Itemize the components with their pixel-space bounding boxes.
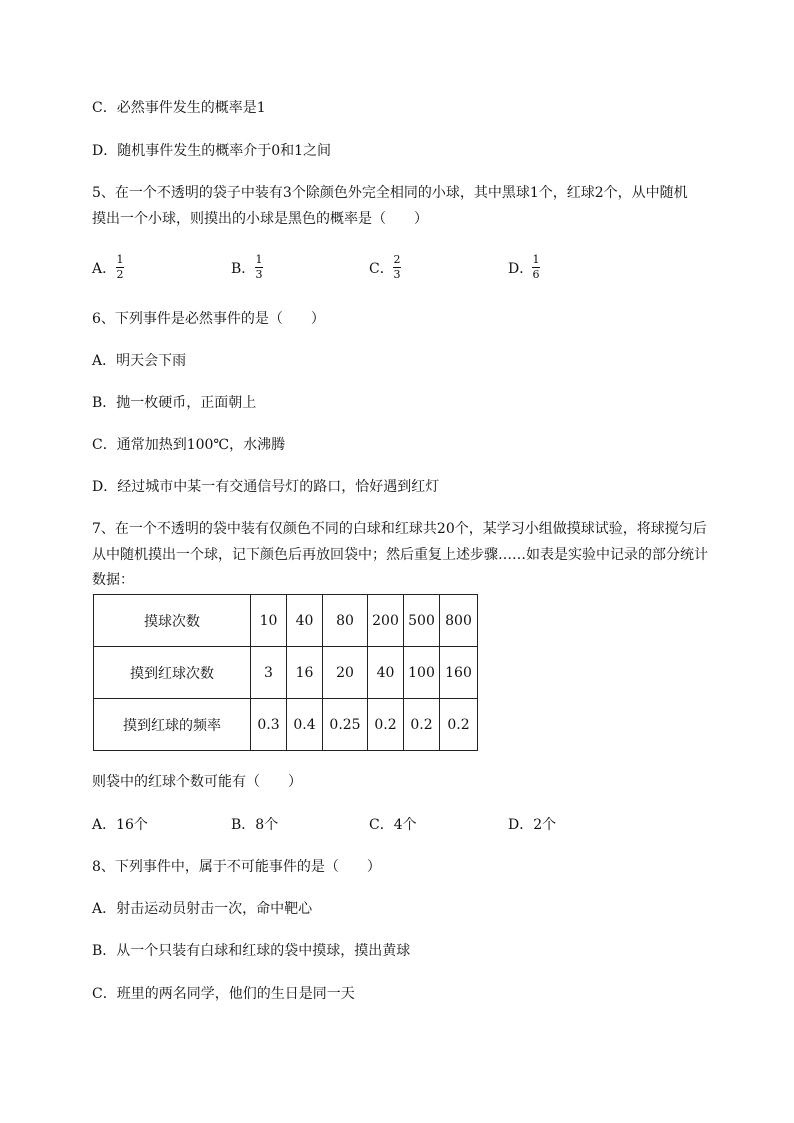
question-8: 8、下列事件中，属于不可能事件的是（ ） xyxy=(92,859,381,875)
denominator: 2 xyxy=(116,268,124,281)
experiment-table xyxy=(93,594,478,751)
q6-option-a: A．明天会下雨 xyxy=(92,353,187,369)
denominator: 3 xyxy=(255,268,263,281)
q7-option-b: B．8个 xyxy=(231,817,279,833)
q5-option-c-label: C． xyxy=(369,261,394,277)
row-header: 摸到红球的频率 xyxy=(94,699,251,751)
table-cell: 16 xyxy=(287,647,323,699)
table-cell: 80 xyxy=(323,595,368,647)
table-cell: 500 xyxy=(404,595,440,647)
question-5-line1: 5、在一个不透明的袋子中装有3个除颜色外完全相同的小球，其中黑球1个，红球2个，从中随机 xyxy=(92,185,688,201)
q6-option-b: B．抛一枚硬币，正面朝上 xyxy=(92,395,257,411)
option-c-q4: C．必然事件发生的概率是1 xyxy=(92,100,266,116)
q6-option-c: C．通常加热到100℃，水沸腾 xyxy=(92,437,286,453)
q8-option-a: A．射击运动员射击一次，命中靶心 xyxy=(92,901,313,917)
numerator: 1 xyxy=(532,253,540,266)
q5-option-d-fraction xyxy=(532,254,540,281)
table-cell: 20 xyxy=(323,647,368,699)
q5-option-a-label: A． xyxy=(92,261,117,277)
table-cell: 0.2 xyxy=(368,699,404,751)
q8-option-c: C．班里的两名同学，他们的生日是同一天 xyxy=(92,986,355,1002)
question-7-line3: 数据： xyxy=(92,572,134,588)
table-row xyxy=(94,647,478,699)
q7-option-a: A．16个 xyxy=(92,817,148,833)
table-cell: 0.25 xyxy=(323,699,368,751)
question-5-line2: 摸出一个小球，则摸出的小球是黑色的概率是（ ） xyxy=(92,211,428,227)
table-cell: 0.2 xyxy=(440,699,478,751)
row-header: 摸到红球次数 xyxy=(94,647,251,699)
table-cell: 100 xyxy=(404,647,440,699)
numerator: 2 xyxy=(393,253,401,266)
table-row xyxy=(94,699,478,751)
question-7-line2: 从中随机摸出一个球，记下颜色后再放回袋中；然后重复上述步骤……如表是实验中记录的部分统计 xyxy=(92,547,708,563)
q5-option-d-label: D． xyxy=(508,261,534,277)
table-cell: 0.2 xyxy=(404,699,440,751)
table-cell: 0.4 xyxy=(287,699,323,751)
q6-option-d: D．经过城市中某一有交通信号灯的路口，恰好遇到红灯 xyxy=(92,479,440,495)
question-7-prompt: 则袋中的红球个数可能有（ ） xyxy=(92,774,302,790)
table-cell: 160 xyxy=(440,647,478,699)
table-row xyxy=(94,595,478,647)
table-cell: 0.3 xyxy=(251,699,287,751)
table-cell: 200 xyxy=(368,595,404,647)
table-cell: 40 xyxy=(368,647,404,699)
q5-option-b-fraction xyxy=(255,254,263,281)
option-d-q4: D．随机事件发生的概率介于0和1之间 xyxy=(92,143,332,159)
table-cell: 3 xyxy=(251,647,287,699)
numerator: 1 xyxy=(116,253,124,266)
q5-option-c-fraction xyxy=(393,254,401,281)
q5-option-a-fraction xyxy=(116,254,124,281)
table-cell: 40 xyxy=(287,595,323,647)
question-7-line1: 7、在一个不透明的袋中装有仅颜色不同的白球和红球共20个，某学习小组做摸球试验，将球搅匀后 xyxy=(92,521,707,537)
table-cell: 10 xyxy=(251,595,287,647)
table-cell: 800 xyxy=(440,595,478,647)
denominator: 6 xyxy=(532,268,540,281)
q8-option-b: B．从一个只装有白球和红球的袋中摸球，摸出黄球 xyxy=(92,943,411,959)
denominator: 3 xyxy=(393,268,401,281)
q7-option-c: C．4个 xyxy=(369,817,417,833)
row-header: 摸球次数 xyxy=(94,595,251,647)
question-6: 6、下列事件是必然事件的是（ ） xyxy=(92,311,325,327)
numerator: 1 xyxy=(255,253,263,266)
q5-option-b-label: B． xyxy=(231,261,256,277)
q7-option-d: D．2个 xyxy=(508,817,557,833)
